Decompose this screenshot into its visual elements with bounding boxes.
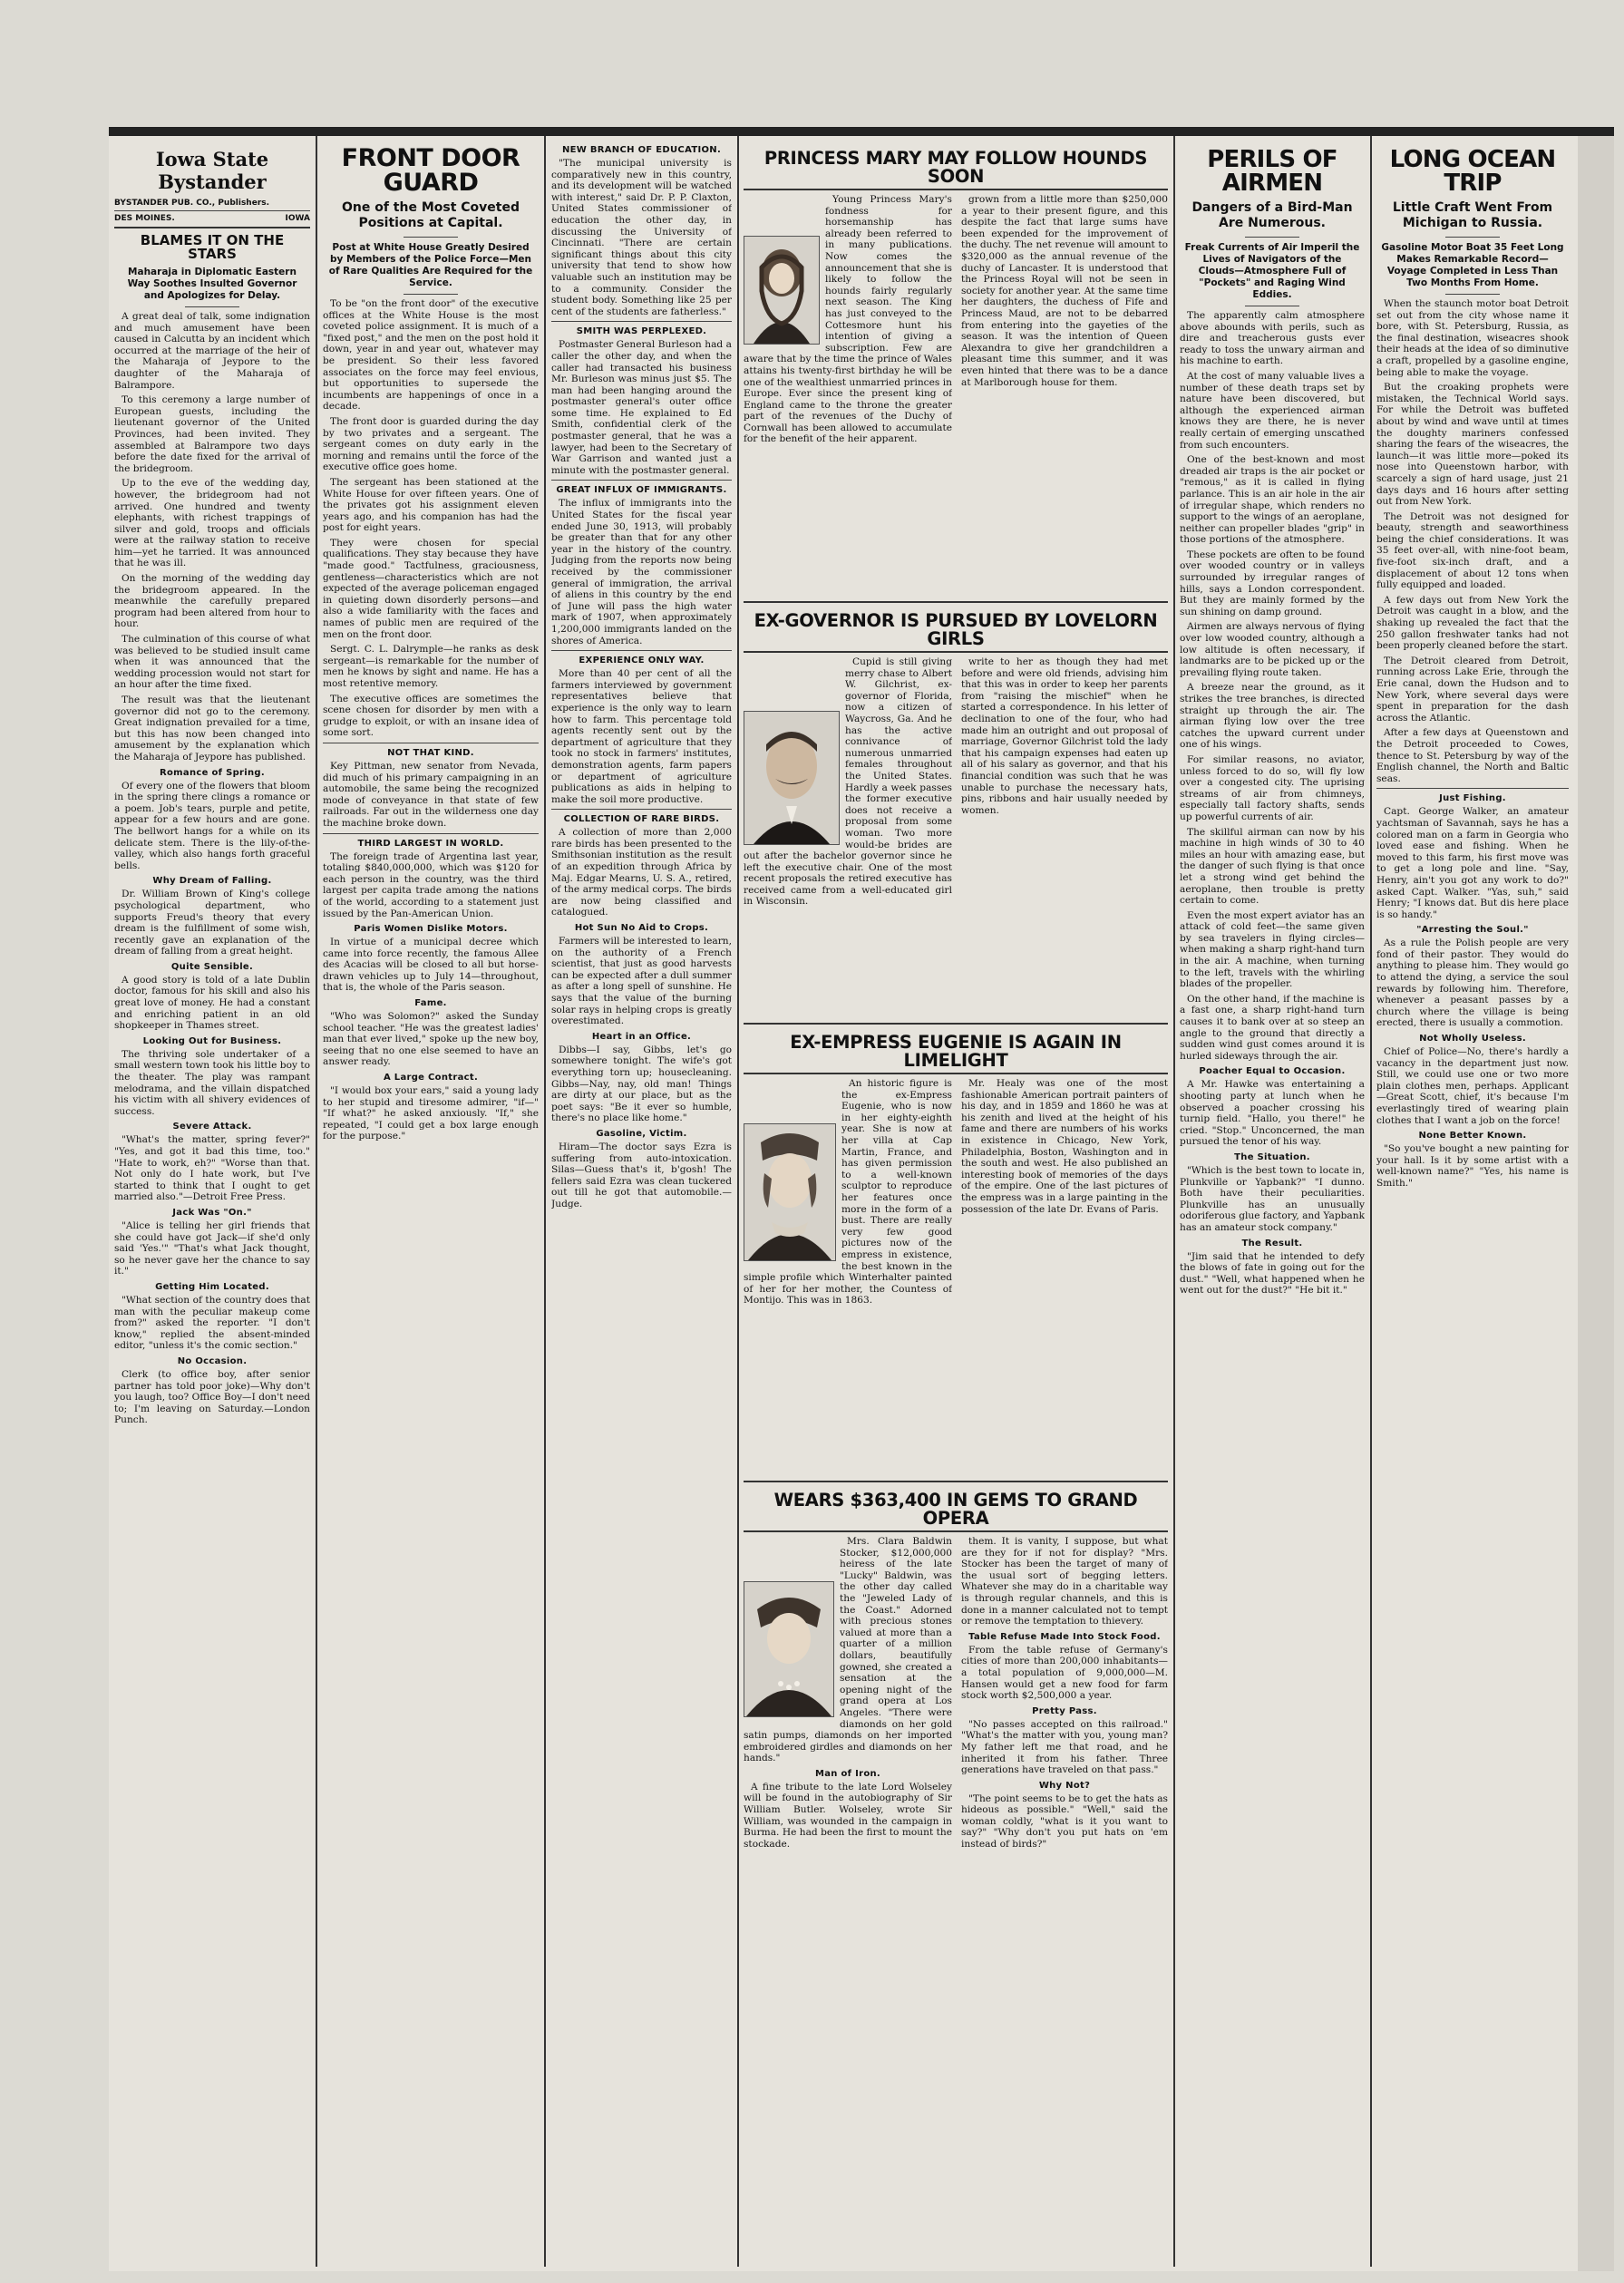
paragraph: The culmination of this course of what was believed to be studied insult came when it was announced that the wedding procession would not start for an hour after the time fixed. [114, 634, 310, 691]
section-text: In virtue of a municipal decree which came into force recently, the famous Allee des Acacias will be closed to all but horse-drawn vehicles up to July 14—throughout, that is, the whole of the Paris season. [323, 937, 539, 994]
article-princess-mary [744, 194, 1168, 597]
section-title: EXPERIENCE ONLY WAY. [579, 656, 705, 666]
section-text: Chief of Police—No, there's hardly a vacancy in the department just now. Still, we could use one or two more plain clothes men, perhaps. Applicant—Great Scott, chief, it's because I'm everlastingly tired of wearing plain clothes that I want a job on the force! [1376, 1046, 1569, 1126]
section-title: The Result. [1241, 1238, 1303, 1248]
section-title: Paris Women Dislike Motors. [354, 924, 508, 935]
paragraph: At the cost of many valuable lives a number of these death traps set by nature have been discovered, but although the experienced airman knows they are there, he is never really certain of emerging unscathed from such encounters. [1180, 370, 1365, 451]
section-text: The influx of immigrants into the United States for the fiscal year ended June 30, 1913, will probably be greater than that for any other year in the history of the country. Judging from the reports now being received by the commissioner general of immigration, the arrival of aliens in this country by the end of June will pass the high water mark of 1907, when approximately 1,200,000 immigrants landed on the shores of America. [551, 498, 732, 646]
headline-front-door: FRONT DOOR GUARD [341, 144, 520, 197]
section-title: None Better Known. [1418, 1131, 1527, 1142]
article-text: Mrs. Clara Baldwin Stocker, $12,000,000 heiress of the late "Lucky" Baldwin, was the other day called the "Jeweled Lady of the Coast." Adorned with precious stones valued at more than a quarter of a million dollars, beautifully gowned, she created a sensation at the opening night of the grand opera at Los Angeles. "There were diamonds on her gold satin pumps, diamonds on her imported embroidered girdles and diamonds on her hands." [744, 1536, 952, 1764]
article-text: write to her as though they had met before and were old friends, advising him that this was in order to keep her parents from "raising the mischief" when he started a correspondence. In his letter of declination to one of the four, who had made him an outright and out proposal of marriage, Governor Gilchrist told the lady that his campaign expenses had eaten up all of his salary as governor, and that his financial condition was such that he was unable to purchase the necessary hats, pins, ribbons and hair usually needed by women. [961, 656, 1168, 816]
article-text: Cupid is still giving merry chase to Albert W. Gilchrist, ex-governor of Florida, now a citizen of Waycross, Ga. And he has the active connivance of numerous unmarried females throughout the United States. Hardly a week passes the former executive does not receive a proposal from some woman. Two more would-be brides are out after the bachelor governor since he left the executive chair. One of the most recent proposals the retired executive has received came from a well-educated girl in Wisconsin. [744, 656, 952, 908]
section-text: A Mr. Hawke was entertaining a shooting party at lunch when he observed a poacher crossing his turnip field. "Hallo, you there!" he cried. "Stop." Unconcerned, the man pursued the tenor of his way. [1180, 1079, 1365, 1148]
paragraph: On the other hand, if the machine is a fast one, a sharp right-hand turn causes it to bank over at so steep an angle to the ground that directly a sudden wind gust comes around it is hurled sideways through the air. [1180, 993, 1365, 1062]
article-stars [114, 311, 310, 763]
section-text: Dibbs—I say, Gibbs, let's go somewhere tonight. The wife's got everything torn up; housecleaning. Gibbs—Nay, nay, old man! Things are dirty at our place, but as the poet says: "Be it ever so humble, there's no place like home." [551, 1044, 732, 1124]
section-text: More than 40 per cent of all the farmers interviewed by government representatives believe that experience is the only way to learn how to farm. This percentage told agents recently sent out by the department of agriculture that they took no stock in farmers' institutes, demonstration agents, farm papers or department of agriculture publications as aids in helping to make the soil more productive. [551, 668, 732, 805]
section-text: "I would box your ears," said a young lady to her stupid and tiresome admirer, "if—" "If what?" he asked anxiously. "If," she repeated, "I could get a box large enough for the purpose." [323, 1085, 539, 1142]
deck-stars: Maharaja in Diplomatic Eastern Way Soothes Insulted Governor and Apologizes for Delay. [127, 267, 297, 301]
section-text: Postmaster General Burleson had a caller the other day, and when the caller had transacted his business Mr. Burleson was minus just $5. The man had been hanging around the postmaster general's outer office some time. He explained to Ed Smith, confidential clerk of the postmaster general, that he was a lawyer, had been to the Secretary of War Garrison and wanted just a minute with the postmaster general. [551, 339, 732, 476]
article-text: Young Princess Mary's fondness for horsemanship has already been referred to in many publications. Now comes the announcement that she is likely to follow the hounds fairly regularly next season. The King has just conveyed to the Cottesmore hunt his intention of giving a subscription. Few are aware that by the time the prince of Wales attains his twenty-first birthday he will be one of the wealthiest unmarried princes in Europe. Ever since the present king of England came to the throne the greater part of the revenues of the Duchy of Cornwall has been allowed to accumulate for the benefit of the heir apparent. [744, 194, 952, 445]
paragraph: These pockets are often to be found over wooded country or in valleys surrounded by irregular ranges of hills, says a London correspondent. But they are mainly formed by the sun shining on damp ground. [1180, 549, 1365, 617]
paragraph: They were chosen for special qualifications. They stay because they have "made good." Tactfulness, graciousness, gentleness—characteristics which are not expected of the average policeman engaged in quieting down disorderly persons—and also a wide familiarity with the faces and names of public men are required of the men on the front door. [323, 537, 539, 640]
section-title: NOT THAT KIND. [387, 747, 474, 758]
section-title: Just Fishing. [1439, 793, 1506, 804]
section-text: "The point seems to be to get the hats as hideous as possible." "Well," said the woman coldly, "what is it you want to say?" "Why don't you put hats on 'em instead of birds?" [961, 1792, 1168, 1851]
article-text: grown from a little more than $250,000 a year to their present figure, and this despite the fact that large sums have been expended for the improvement of the duchy. The net revenue will amount to $320,000 as the annual revenue of the duchy of Lancaster. It is understood that the Princess Royal will not be seen in society for another year. At the same time her daughters, the duchess of Fife and Princess Maud, are not to be debarred from entering into the gayeties of the season. It was the intention of Queen Alexandra to give her grandchildren a pleasant time this summer, and it was even hinted that there was to be a dance at Marlborough house for them. [961, 194, 1168, 388]
section-title: THIRD LARGEST IN WORLD. [357, 838, 504, 849]
portrait-gilchrist [744, 711, 840, 845]
section-text: "Alice is telling her girl friends that she could have got Jack—if she'd only said 'Yes.'" "That's what Jack thought, so he never gave her the chance to say it." [114, 1219, 310, 1278]
section-title: SMITH WAS PERPLEXED. [576, 326, 707, 337]
section-title: A Large Contract. [383, 1073, 479, 1083]
article-text: An historic figure is the ex-Empress Eugenie, who is now in her eighty-eighth year. She is now at her villa at Cap Martin, France, and has given permission to a well-known sculptor to reproduce her features once more in the form of a bust. There are really very few good pictures now of the empress in existence, the best known in the simple profile which Winterhalter painted of her for her mother, the Countess of Montijo. This was in 1863. [744, 1078, 952, 1307]
paragraph: The front door is guarded during the day by two privates and a sergeant. The sergeant comes on duty early in the morning and remains until the force of the executive office goes home. [323, 415, 539, 473]
section-title: Jack Was "On." [172, 1207, 252, 1218]
headline-airmen: PERILS OF AIRMEN [1207, 146, 1337, 197]
headline-ocean: LONG OCEAN TRIP [1389, 146, 1556, 197]
masthead-state: IOWA [285, 214, 310, 223]
subdeck-ocean: Gasoline Motor Boat 35 Feet Long Makes Remarkable Record—Voyage Completed in Less Than Two Months From Home. [1381, 242, 1564, 288]
column-rule [1173, 136, 1175, 2267]
section-title: Looking Out for Business. [142, 1035, 282, 1046]
headline-stars: BLAMES IT ON THE STARS [140, 232, 285, 262]
paragraph: To be "on the front door" of the executive offices at the White House is the most coveted police assignment. It is much of a "fixed post," and the men on the post hold it down, year in and year out, whatever may be president. So their less favored associates on the force may feel envious, but opportunities to supersede the incumbents are happenings of once in a decade. [323, 298, 539, 413]
paragraph: To this ceremony a large number of European guests, including the lieutenant governor of the United Provinces, had been invited. They assembled at Balrampore two days before the date fixed for the arrival of the bridegroom. [114, 394, 310, 474]
section-title: GREAT INFLUX OF IMMIGRANTS. [556, 485, 727, 496]
section-title: Man of Iron. [814, 1768, 881, 1779]
article-text: them. It is vanity, I suppose, but what are they for if not for display? "Mrs. Stocker has been the target of many of the usual sort of begging letters. Whatever she may do in a charitable way is through regular channels, and this is done in a manner calculated not to tempt or remove the temptation to thievery. [961, 1536, 1168, 1627]
portrait-stocker [744, 1581, 834, 1717]
paragraph: Up to the eve of the wedding day, however, the bridegroom had not arrived. One hundred and twenty elephants, with richest trappings of silver and gold, troops and officials were at the railway station to receive him—yet he tarried. It was announced that he was ill. [114, 478, 310, 569]
section-text: Key Pittman, new senator from Nevada, did much of his primary campaigning in an automobile, the same being the recognized mode of conveyance in that state of few railroads. Far out in the wilderness one day the machine broke down. [323, 760, 539, 829]
section-text: "What's the matter, spring fever?" "Yes, and got it bad this time, too." "Hate to work, eh?" "Worse than that. Not only do I hate work, but I've started to think that I ought to get married also."—Detroit Free Press. [114, 1134, 310, 1203]
paragraph: The Detroit cleared from Detroit, running across Lake Erie, through the Erie canal, down the Hudson and to New York, where several days were spent in preparation for the dash across the Atlantic. [1376, 655, 1569, 724]
section-title: Romance of Spring. [160, 767, 265, 778]
section-title: Severe Attack. [172, 1122, 252, 1132]
section-title: NEW BRANCH OF EDUCATION. [561, 145, 722, 155]
headline-gilchrist: EX-GOVERNOR IS PURSUED BY LOVELORN GIRLS [754, 610, 1158, 649]
section-text: Capt. George Walker, an amateur yachtsman of Savannah, says he has a colored man on a farm in Georgia who loved ease and fishing. When he moved to this farm, his first move was to get a long pole and line. "Say, Henry, ain't you got any work to do?" asked Capt. Walker. "Yas, suh," said Henry; "I knows dat. But dis here place is so handy." [1376, 806, 1569, 920]
section-text: "Which is the best town to locate in, Plunkville or Yapbank?" "I dunno. Both have their peculiarities. Plunkville has an unusually odoriferous glue factory, and Yapbank has an amateur stock company." [1180, 1164, 1365, 1233]
section-text: Farmers will be interested to learn, on the authority of a French scientist, that just as good harvests can be expected after a dull summer as after a long spell of sunshine. He says that the value of the burning solar rays in helping crops is greatly overestimated. [551, 936, 732, 1027]
paragraph: The skillful airman can now by his machine in high winds of 30 to 40 miles an hour with amazing ease, but the danger of such flying is that once let a strong wind get behind the aeroplane, then trouble is pretty certain to come. [1180, 826, 1365, 907]
section-text: A good story is told of a late Dublin doctor, famous for his skill and also his great love of money. He had a constant and enriching patient in an old shopkeeper in Thames street. [114, 974, 310, 1032]
subdeck-front-door: Post at White House Greatly Desired by Members of the Police Force—Men of Rare Qualities Are Required for the Service. [328, 242, 533, 288]
paragraph: A great deal of talk, some indignation and much amusement have been caused in Calcutta by an incident which occurred at the marriage of the heir of the Maharaja of Jeypore to the daughter of the Maharaja of Balrampore. [114, 311, 310, 391]
masthead-publisher: BYSTANDER PUB. CO., Publishers. [114, 199, 270, 208]
section-text: The foreign trade of Argentina last year, totaling $840,000,000, which was $120 for each person in the country, was the third largest per capita trade among the nations of the world, according to a statement just issued by the Pan-American Union. [323, 850, 539, 919]
deck-airmen: Dangers of a Bird-Man Are Numerous. [1191, 200, 1353, 230]
headline-princess-mary: PRINCESS MARY MAY FOLLOW HOUNDS SOON [763, 148, 1148, 187]
center-spread [744, 141, 1168, 2262]
subdeck-airmen: Freak Currents of Air Imperil the Lives of Navigators of the Clouds—Atmosphere Full of "Pockets" and Raging Wind Eddies. [1184, 242, 1360, 300]
section-text: "Jim said that he intended to defy the blows of fate in going out for the dust." "Well, what happened when he went out for the dust?" "He bit it." [1180, 1250, 1365, 1297]
section-title: Hot Sun No Aid to Crops. [574, 923, 709, 934]
paragraph: The executive offices are sometimes the scene chosen for disorder by men with a grudge to exploit, or with an insane idea of some sort. [323, 693, 539, 739]
article-gilchrist [744, 656, 1168, 1019]
column-ocean [1376, 141, 1569, 2262]
section-title: Table Refuse Made Into Stock Food. [968, 1631, 1161, 1642]
column-rule [737, 136, 739, 2267]
section-title: Gasoline, Victim. [596, 1128, 687, 1139]
paragraph: A few days out from New York the Detroit was caught in a blow, and the shaking up revealed the fact that the 250 gallon freshwater tanks had not been properly cleaned before the start. [1376, 594, 1569, 652]
deck-ocean: Little Craft Went From Michigan to Russia. [1392, 200, 1553, 230]
paragraph: The result was that the lieutenant governor did not go to the ceremony. Great indignation prevailed for a time, but this has now been changed into amusement by the explanation which the Maharaja of Jeypore has published. [114, 695, 310, 763]
section-title: Why Not? [1038, 1780, 1091, 1791]
section-title: Pretty Pass. [1032, 1705, 1097, 1716]
section-text: Of every one of the flowers that bloom in the spring there clings a romance or a poem. Job's tears, purple and petite, appear for a few hours and are gone. The bellwort hangs for a while on its delicate stem. There is the lily-of-the-valley, which also hangs forth graceful bells. [114, 780, 310, 871]
headline-stocker: WEARS $363,400 IN GEMS TO GRAND OPERA [773, 1490, 1138, 1529]
section-title: Not Wholly Useless. [1419, 1034, 1526, 1044]
section-title: "Arresting the Soul." [1416, 925, 1529, 936]
column-2 [323, 141, 539, 2262]
paragraph: A breeze near the ground, as it strikes the tree branches, is directed straight up through the air. The airman flying low over the tree catches the upward current under one of his wings. [1180, 682, 1365, 751]
paragraph: Even the most expert aviator has an attack of cold feet—the same given by sea travelers in flying circles—when making a sharp right-hand turn in the air. A machine, when turning to the left, travels with the whirling blades of the propeller. [1180, 909, 1365, 990]
section-text: "What section of the country does that man with the peculiar makeup come from?" asked the reporter. "I don't know," replied the absent-minded editor, "unless it's the comic section." [114, 1294, 310, 1352]
section-text: Dr. William Brown of King's college psychological department, who supports Freud's theory that every dream is the fulfillment of some wish, recently gave an explanation of the dream of falling from a great height. [114, 889, 310, 957]
column-rule [1370, 136, 1372, 2267]
section-title: Heart in an Office. [591, 1031, 692, 1042]
paragraph: The Detroit was not designed for beauty, strength and seaworthiness being the chief considerations. It was 35 feet over-all, with nine-foot beam, five-foot six-inch draft, and a displacement of about 12 tons when fully equipped and loaded. [1376, 510, 1569, 591]
paragraph: When the staunch motor boat Detroit set out from the city whose name it bore, with St. Petersburg, Russia, as the final destination, wiseacres shook their heads at the idea of so diminutive a craft, propelled by a gasoline engine, being able to make the voyage. [1376, 298, 1569, 378]
column-airmen [1180, 141, 1365, 2262]
section-title: Why Dream of Falling. [152, 876, 272, 887]
paragraph: The apparently calm atmosphere above abounds with perils, such as dire and treacherous gusts ever ready to toss the unwary airman and his machine to earth. [1180, 310, 1365, 367]
paragraph: After a few days at Queenstown and the Detroit proceeded to Cowes, thence to St. Petersburg by way of the English channel, the North and Baltic seas. [1376, 727, 1569, 784]
paragraph: Sergt. C. L. Dalrymple—he ranks as desk sergeant—is remarkable for the number of men he knows by sight and name. He has a most retentive memory. [323, 644, 539, 689]
section-text: Clerk (to office boy, after senior partner has told poor joke)—Why don't you laugh, too? Office Boy—I don't need to; I'm leaving on Saturday.—London Punch. [114, 1368, 310, 1426]
column-rule [316, 136, 317, 2267]
section-text: "The municipal university is comparatively new in this country, and its development will be watched with interest," said Dr. P. P. Claxton, United States commissioner of education the other day, in discussing the University of Cincinnati. "There are certain significant things about this city university that tend to show how valuable such an institution may be to a community. Consider the student body. Something like 25 per cent of the students are fatherless." [551, 158, 732, 317]
section-title: Getting Him Located. [155, 1281, 269, 1292]
portrait-eugenie [744, 1123, 836, 1261]
section-text: As a rule the Polish people are very fond of their pastor. They would do anything to please him. They would go to attend the dying, a service the soul rewards by following him. Therefore, whenever a peasant passes by a church where the village is being erected, there is usually a commotion. [1376, 937, 1569, 1029]
column-3 [551, 141, 732, 2262]
paragraph: One of the best-known and most dreaded air traps is the air pocket or "remous," as it is called in flying parlance. This is an air hole in the air of irregular shape, which renders no support to the wings of an aeroplane, neither can propeller blades "grip" in those portions of the atmosphere. [1180, 454, 1365, 546]
section-text: Hiram—The doctor says Ezra is suffering from auto-intoxication. Silas—Guess that's it, b'gosh! The fellers said Ezra was clean tuckered out till he got that automobile.—Judge. [551, 1141, 732, 1210]
column-1 [114, 141, 310, 2262]
paragraph: The sergeant has been stationed at the White House for over fifteen years. One of the privates got his assignment eleven years ago, and his companion has had the post for eight years. [323, 476, 539, 534]
section-text: "Who was Solomon?" asked the Sunday school teacher. "He was the greatest ladies' man that ever lived," spoke up the new boy, seeing that no one else seemed to have an answer ready. [323, 1011, 539, 1068]
section-text: "So you've bought a new painting for your hall. Is it by some artist with a well-known name?" "Yes, his name is Smith." [1376, 1143, 1569, 1189]
section-title: No Occasion. [177, 1355, 248, 1366]
paragraph: On the morning of the wedding day the bridegroom appeared. In the meanwhile the carefully prepared program had been altered from hour to hour. [114, 573, 310, 630]
section-text: "No passes accepted on this railroad." "What's the matter with you, young man? My father left me that road, and he inherited it from his father. Three generations have traveled on that pass." [961, 1718, 1168, 1776]
page-margin [1578, 136, 1614, 2271]
section-title: Quite Sensible. [170, 961, 254, 972]
section-text: From the table refuse of Germany's cities of more than 200,000 inhabitants—a total population of 9,000,000—M. Hansen would get a new food for farm stock worth $2,500,000 a year. [961, 1644, 1168, 1702]
newspaper-page [109, 127, 1614, 2271]
section-text: A fine tribute to the late Lord Wolseley will be found in the autobiography of Sir William Butler. Wolseley, wrote Sir William, was wounded in the campaign in Burma. He had been the first to mount the stockade. [744, 1781, 952, 1850]
masthead-title: Iowa State Bystander [155, 148, 269, 193]
article-stocker [744, 1536, 1168, 2252]
article-eugenie [744, 1078, 1168, 1477]
article-text: Mr. Healy was one of the most fashionable American portrait painters of his day, and in 1859 and 1860 he was at his zenith and lived at the height of his fame and there are numbers of his works in existence in Chicago, New York, Philadelphia, Boston, Washington and in the south and west. He also published an interesting book of memories of the days of the empire. One of the last pictures of the empress was in a large painting in the possession of the late Dr. Evans of Paris. [961, 1078, 1168, 1215]
column-rule [544, 136, 546, 2267]
section-title: COLLECTION OF RARE BIRDS. [563, 814, 720, 825]
portrait-princess-mary [744, 236, 820, 345]
deck-front-door: One of the Most Coveted Positions at Capital. [341, 200, 520, 230]
masthead-city: DES MOINES. [114, 214, 175, 223]
section-title: Fame. [414, 998, 447, 1009]
paragraph: But the croaking prophets were mistaken, the Technical World says. For while the Detroit was buffeted about by wind and wave until at times the doughty mariners confessed sharing the fears of the wiseacres, the launch—it was little more—poked its nose into Queenstown harbor, with scarcely a sign of hard usage, just 21 days days and 16 hours after setting out from New York. [1376, 382, 1569, 508]
paragraph: Airmen are always nervous of flying over low wooded country, although a low altitude is often necessary, if landmarks are to be picked up or the prevailing flying route taken. [1180, 621, 1365, 678]
section-title: Poacher Equal to Occasion. [1199, 1066, 1346, 1077]
section-text: A collection of more than 2,000 rare birds has been presented to the Smithsonian institution as the result of an expedition through Africa by Maj. Edgar Mearns, U. S. A., retired, of the army medical corps. The birds are now being classified and catalogued. [551, 827, 732, 918]
section-title: The Situation. [1234, 1151, 1310, 1162]
section-text: The thriving sole undertaker of a small western town took his little boy to the theater. The play was rampant melodrama, and the villain dispatched his victim with all shivery evidences of success. [114, 1048, 310, 1117]
headline-eugenie: EX-EMPRESS EUGENIE IS AGAIN IN LIMELIGHT [790, 1032, 1122, 1071]
top-border [109, 127, 1614, 136]
paragraph: For similar reasons, no aviator, unless forced to do so, will fly low over a congested city. The uprising streams of air from chimneys, especially tall factory shafts, sends up powerful currents of air. [1180, 753, 1365, 822]
